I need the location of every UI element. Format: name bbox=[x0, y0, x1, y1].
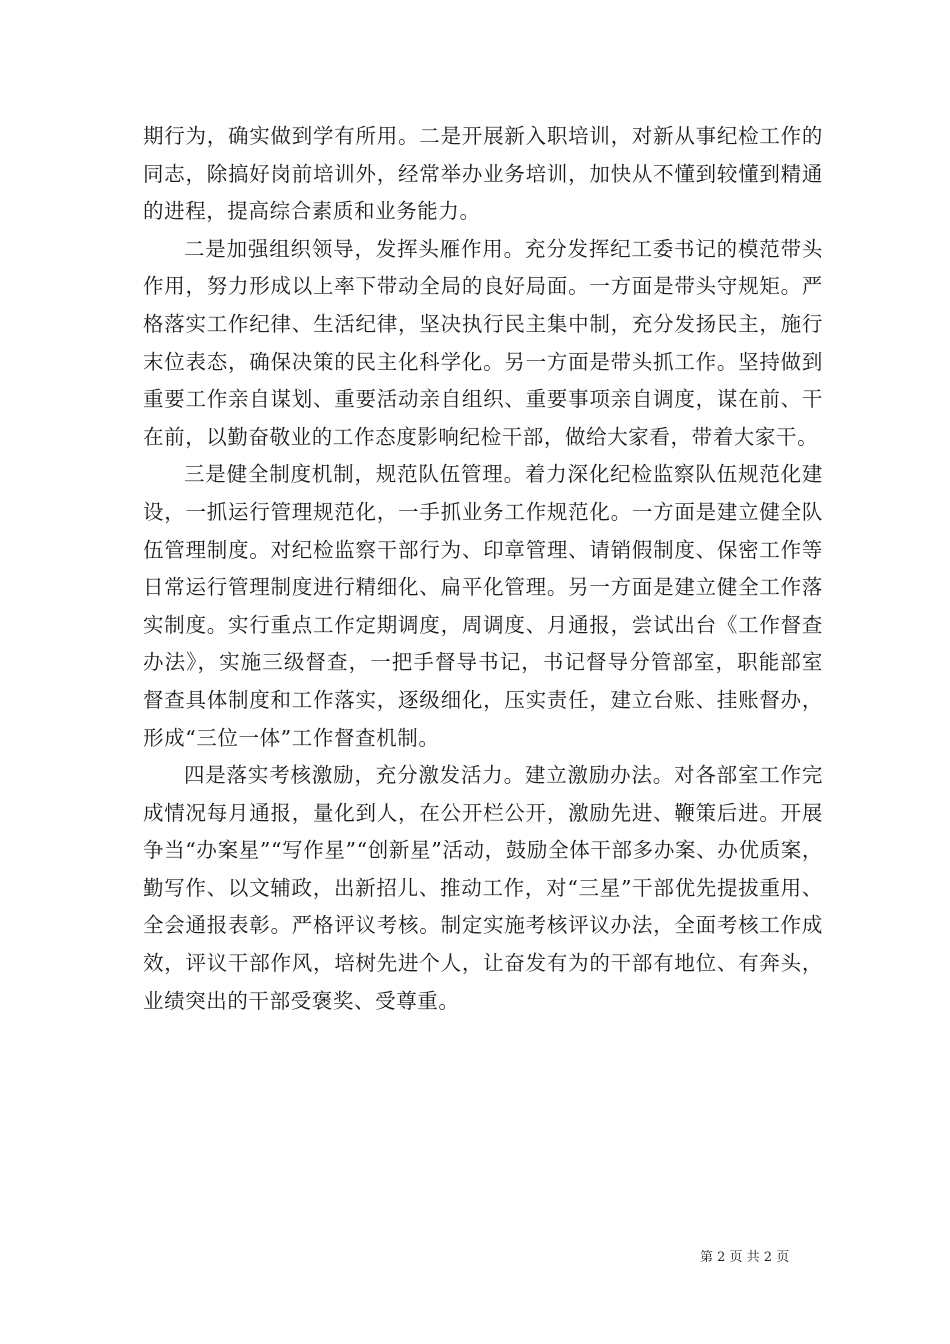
document-body bbox=[143, 118, 823, 1020]
paragraph-assessment-incentive: 四是落实考核激励，充分激发活力。建立激励办法。对各部室工作完成情况每月通报，量化到人，在公开栏公开，激励先进、鞭策后进。开展争当“办案星”“写作星”“创新星”活动，鼓励全体干部多办案、办优质案，勤写作、以文辅政，出新招儿、推动工作，对“三星”干部优先提拔重用、全会通报表彰。严格评议考核。制定实施考核评议办法，全面考核工作成效，评议干部作风，培树先进个人，让奋发有为的干部有地位、有奔头，业绩突出的干部受褒奖、受尊重。 bbox=[143, 763, 823, 1013]
paragraph-leadership: 二是加强组织领导，发挥头雁作用。充分发挥纪工委书记的模范带头作用，努力形成以上率下带动全局的良好局面。一方面是带头守规矩。严格落实工作纪律、生活纪律，坚决执行民主集中制，充分发扬民主，施行末位表态，确保决策的民主化科学化。另一方面是带头抓工作。坚持做到重要工作亲自谋划、重要活动亲自组织、重要事项亲自调度，谋在前、干在前，以勤奋敬业的工作态度影响纪检干部，做给大家看，带着大家干。 bbox=[143, 236, 823, 449]
paragraph-system-mechanism: 三是健全制度机制，规范队伍管理。着力深化纪检监察队伍规范化建设，一抓运行管理规范化，一手抓业务工作规范化。一方面是建立健全队伍管理制度。对纪检监察干部行为、印章管理、请销假制度、保密工作等日常运行管理制度进行精细化、扁平化管理。另一方面是建立健全工作落实制度。实行重点工作定期调度，周调度、月通报，尝试出台《工作督查办法》，实施三级督查，一把手督导书记，书记督导分管部室，职能部室督查具体制度和工作落实，逐级细化，压实责任，建立台账、挂账督办，形成“三位一体”工作督查机制。 bbox=[143, 462, 823, 750]
page-number-footer: 第 2 页 共 2 页 bbox=[700, 1250, 790, 1265]
paragraph-continued: 期行为，确实做到学有所用。二是开展新入职培训，对新从事纪检工作的同志，除搞好岗前培训外，经常举办业务培训，加快从不懂到较懂到精通的进程，提高综合素质和业务能力。 bbox=[143, 124, 823, 224]
